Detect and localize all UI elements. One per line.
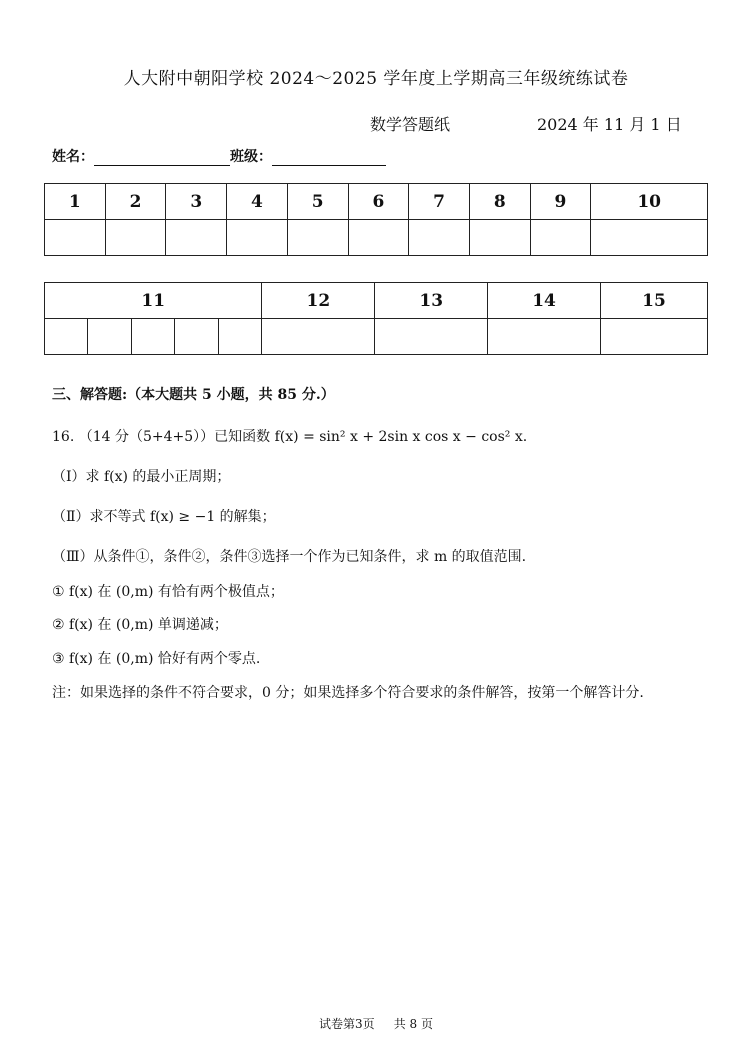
- choice-header: 2: [105, 184, 166, 220]
- answer-cell[interactable]: [105, 220, 166, 256]
- answer-cell[interactable]: [262, 319, 375, 355]
- scoring-note: 注：如果选择的条件不符合要求，0 分；如果选择多个符合要求的条件解答，按第一个解答计分.: [52, 685, 644, 701]
- answer-cell[interactable]: [45, 220, 106, 256]
- total-pages: 共 8 页: [393, 1017, 433, 1031]
- fill-header: 15: [600, 283, 707, 319]
- choice-header: 3: [166, 184, 227, 220]
- name-field[interactable]: [94, 151, 230, 166]
- fill-answer-row: [45, 319, 708, 355]
- fill-header: 12: [262, 283, 375, 319]
- class-label: 班级：: [230, 149, 272, 165]
- page-footer: [0, 1015, 752, 1032]
- choice-header-row: [45, 184, 708, 220]
- choice-answer-row: [45, 220, 708, 256]
- question-stem: 16. （14 分（5+4+5））已知函数 f(x) = sin² x + 2sin x cos x − cos² x.: [52, 429, 528, 445]
- fill-header-row: [45, 283, 708, 319]
- answer-cell[interactable]: [88, 319, 131, 355]
- fill-header: 14: [488, 283, 601, 319]
- condition-3: ③ f(x) 在 (0,m) 恰好有两个零点.: [52, 651, 261, 667]
- question-part-1: （Ⅰ）求 f(x) 的最小正周期；: [52, 469, 231, 485]
- answer-cell[interactable]: [175, 319, 218, 355]
- exam-date: 2024 年 11 月 1 日: [537, 115, 682, 134]
- answer-cell[interactable]: [375, 319, 488, 355]
- fill-answer-table: [44, 282, 708, 355]
- condition-2: ② f(x) 在 (0,m) 单调递减；: [52, 617, 228, 633]
- answer-cell[interactable]: [166, 220, 227, 256]
- fill-header: 13: [375, 283, 488, 319]
- choice-header: 10: [591, 184, 708, 220]
- choice-header: 4: [227, 184, 288, 220]
- answer-cell[interactable]: [131, 319, 174, 355]
- page-number: 试卷第3页: [319, 1017, 375, 1031]
- answer-cell[interactable]: [469, 220, 530, 256]
- answer-cell[interactable]: [218, 319, 262, 355]
- answer-cell[interactable]: [488, 319, 601, 355]
- choice-header: 9: [530, 184, 591, 220]
- answer-sheet-subtitle: 数学答题纸: [370, 115, 451, 134]
- answer-cell[interactable]: [409, 220, 470, 256]
- fill-header: 11: [45, 283, 262, 319]
- section-heading: 三、解答题:（本大题共 5 小题，共 85 分.）: [52, 387, 335, 403]
- question-part-2: （Ⅱ）求不等式 f(x) ≥ −1 的解集；: [52, 509, 276, 525]
- name-label: 姓名：: [52, 149, 94, 165]
- answer-cell[interactable]: [530, 220, 591, 256]
- answer-cell[interactable]: [600, 319, 707, 355]
- answer-cell[interactable]: [45, 319, 88, 355]
- choice-header: 7: [409, 184, 470, 220]
- choice-header: 1: [45, 184, 106, 220]
- class-field[interactable]: [272, 151, 386, 166]
- choice-header: 5: [287, 184, 348, 220]
- question-part-3: （Ⅲ）从条件①，条件②，条件③选择一个作为已知条件，求 m 的取值范围.: [52, 549, 527, 565]
- student-info-row: [52, 146, 386, 166]
- answer-cell[interactable]: [227, 220, 288, 256]
- exam-title: 人大附中朝阳学校 2024～2025 学年度上学期高三年级统练试卷: [123, 69, 629, 89]
- condition-1: ① f(x) 在 (0,m) 有恰有两个极值点；: [52, 584, 284, 600]
- answer-cell[interactable]: [348, 220, 409, 256]
- choice-header: 6: [348, 184, 409, 220]
- answer-cell[interactable]: [591, 220, 708, 256]
- choice-header: 8: [469, 184, 530, 220]
- choice-answer-table: [44, 183, 708, 256]
- answer-cell[interactable]: [287, 220, 348, 256]
